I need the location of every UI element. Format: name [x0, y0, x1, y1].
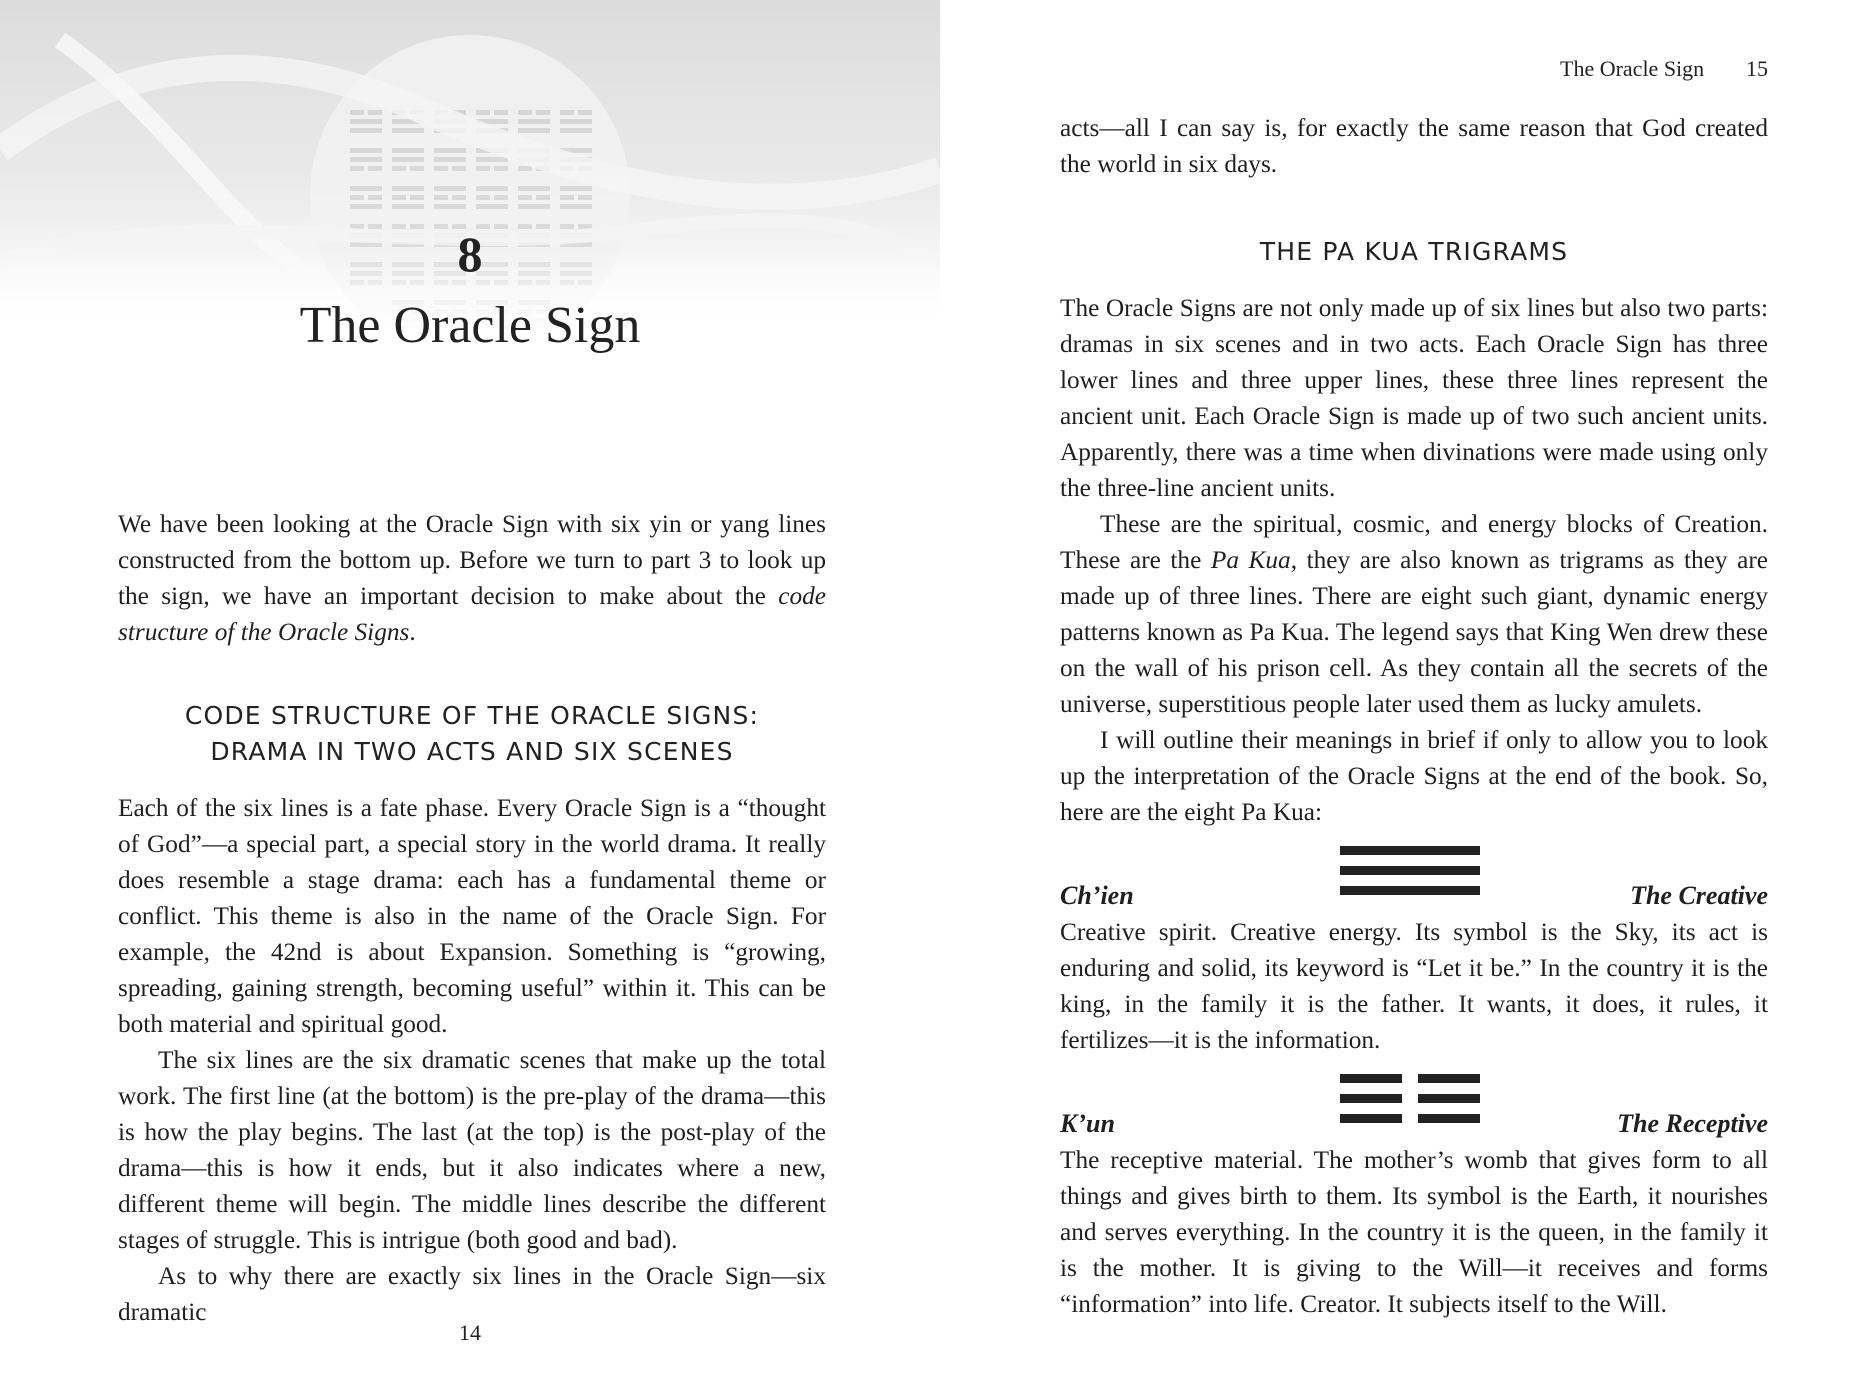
right-paragraph-2	[1060, 506, 1768, 722]
left-paragraph-2: The six lines are the six dramatic scenes that make up the total work. The first line (at the bottom) is the pre-play of the drama—this is how the play begins. The last (at the top) is the post-play of the drama—this is how it ends, but it also indicates where a new, different theme will begin. The middle lines describe the different stages of struggle. This is intrigue (both good and bad).	[118, 1046, 826, 1254]
intro-text-end: .	[409, 618, 416, 646]
code-structure-heading	[118, 698, 826, 770]
yin-line-right	[1418, 1094, 1480, 1103]
intro-text: We have been looking at the Oracle Sign with six yin or yang lines constructed from the bottom up. Before we turn to part 3 to look up the sign, we have an important decision to make about the	[118, 510, 826, 610]
left-page-number: 14	[459, 1320, 481, 1345]
right-paragraph-1: The Oracle Signs are not only made up of six lines but also two parts: dramas in six scenes and in two acts. Each Oracle Sign has three lower lines and three upper lines, these three lines represent the ancient unit. Each Oracle Sign is made up of two such ancient units. Apparently, there was a time when divinations were made using only the three-line ancient units.	[1060, 294, 1768, 502]
right-page	[940, 0, 1866, 1400]
left-intro-block	[118, 506, 826, 650]
trigram-row-chien	[1060, 844, 1768, 914]
trigram-description-chien: Creative spirit. Creative energy. Its symbol is the Sky, its act is enduring and solid, its keyword is “Let it be.” In the country it is the king, in the family it is the father. It wants, it does, it rules, it fertilizes—it is the information.	[1060, 918, 1768, 1054]
intro-paragraph	[118, 506, 826, 650]
section-heading-line-2: DRAMA IN TWO ACTS AND SIX SCENES	[210, 737, 734, 766]
yin-line-right	[1418, 1074, 1480, 1083]
trigram-description-kun: The receptive material. The mother’s womb that gives form to all things and gives birth to them. Its symbol is the Earth, it nourishes and serves everything. In the country it is the queen, in the family it is the mother. It is giving to the Will—it receives and forms “information” into life. Creator. It subjects itself to the Will.	[1060, 1146, 1768, 1318]
yang-line	[1340, 846, 1480, 855]
intro-italic: code structure of the Oracle Signs	[118, 582, 826, 646]
trigram-row-kun	[1060, 1072, 1768, 1142]
yin-line-left	[1340, 1074, 1402, 1083]
right-paragraph-3: I will outline their meanings in brief if only to allow you to look up the interpretation of the Oracle Signs at the end of the book. So, here are the eight Pa Kua:	[1060, 726, 1768, 826]
para2-text-end: , they are also known as trigrams as they are made up of three lines. There are eight such giant, dynamic energy patterns known as Pa Kua. The legend says that King Wen drew these on the wall of his prison cell. As they contain all the secrets of the universe, superstitious people later used them as lucky amulets.	[1060, 546, 1768, 718]
yin-line-left	[1340, 1114, 1402, 1123]
left-paragraph-3: As to why there are exactly six lines in the Oracle Sign—six dramatic	[118, 1262, 826, 1326]
pa-kua-heading: THE PA KUA TRIGRAMS	[1259, 237, 1569, 266]
section-heading-line-1: CODE STRUCTURE OF THE ORACLE SIGNS:	[184, 701, 760, 730]
pa-kua-heading-block	[1060, 234, 1768, 270]
trigram-name: K’un	[1060, 1109, 1115, 1138]
right-body-text	[1060, 290, 1768, 1322]
left-paragraph-1: Each of the six lines is a fate phase. Every Oracle Sign is a “thought of God”—a special part, a special story in the world drama. It really does resemble a stage drama: each has a fundamental theme or conflict. This theme is also in the name of the Oracle Sign. For example, the 42nd is about Expansion. Something is “growing, spreading, gaining strength, becoming useful” within it. This can be both material and spiritual good.	[118, 794, 826, 1038]
running-head: The Oracle Sign	[1560, 56, 1705, 81]
trigram-name: Ch’ien	[1060, 881, 1134, 910]
para2-italic: Pa Kua	[1210, 546, 1291, 574]
trigram-meaning: The Creative	[1630, 881, 1768, 910]
chapter-number: 8	[457, 226, 483, 282]
continuation-paragraph: acts—all I can say is, for exactly the same reason that God created the world in six days.	[1060, 114, 1768, 178]
yin-line-right	[1418, 1114, 1480, 1123]
trigram-meaning: The Receptive	[1617, 1109, 1768, 1138]
para2-text: These are the spiritual, cosmic, and energy blocks of Creation. These are the	[1060, 510, 1768, 574]
yang-line	[1340, 886, 1480, 895]
chapter-title: The Oracle Sign	[299, 297, 641, 354]
trigram-chien-icon	[1340, 846, 1480, 898]
yang-line	[1340, 866, 1480, 875]
trigram-kun-icon	[1340, 1074, 1480, 1126]
right-continuation-block	[1060, 110, 1768, 182]
right-page-number: 15	[1746, 56, 1768, 81]
left-body-text	[118, 790, 826, 1330]
yin-line-left	[1340, 1094, 1402, 1103]
